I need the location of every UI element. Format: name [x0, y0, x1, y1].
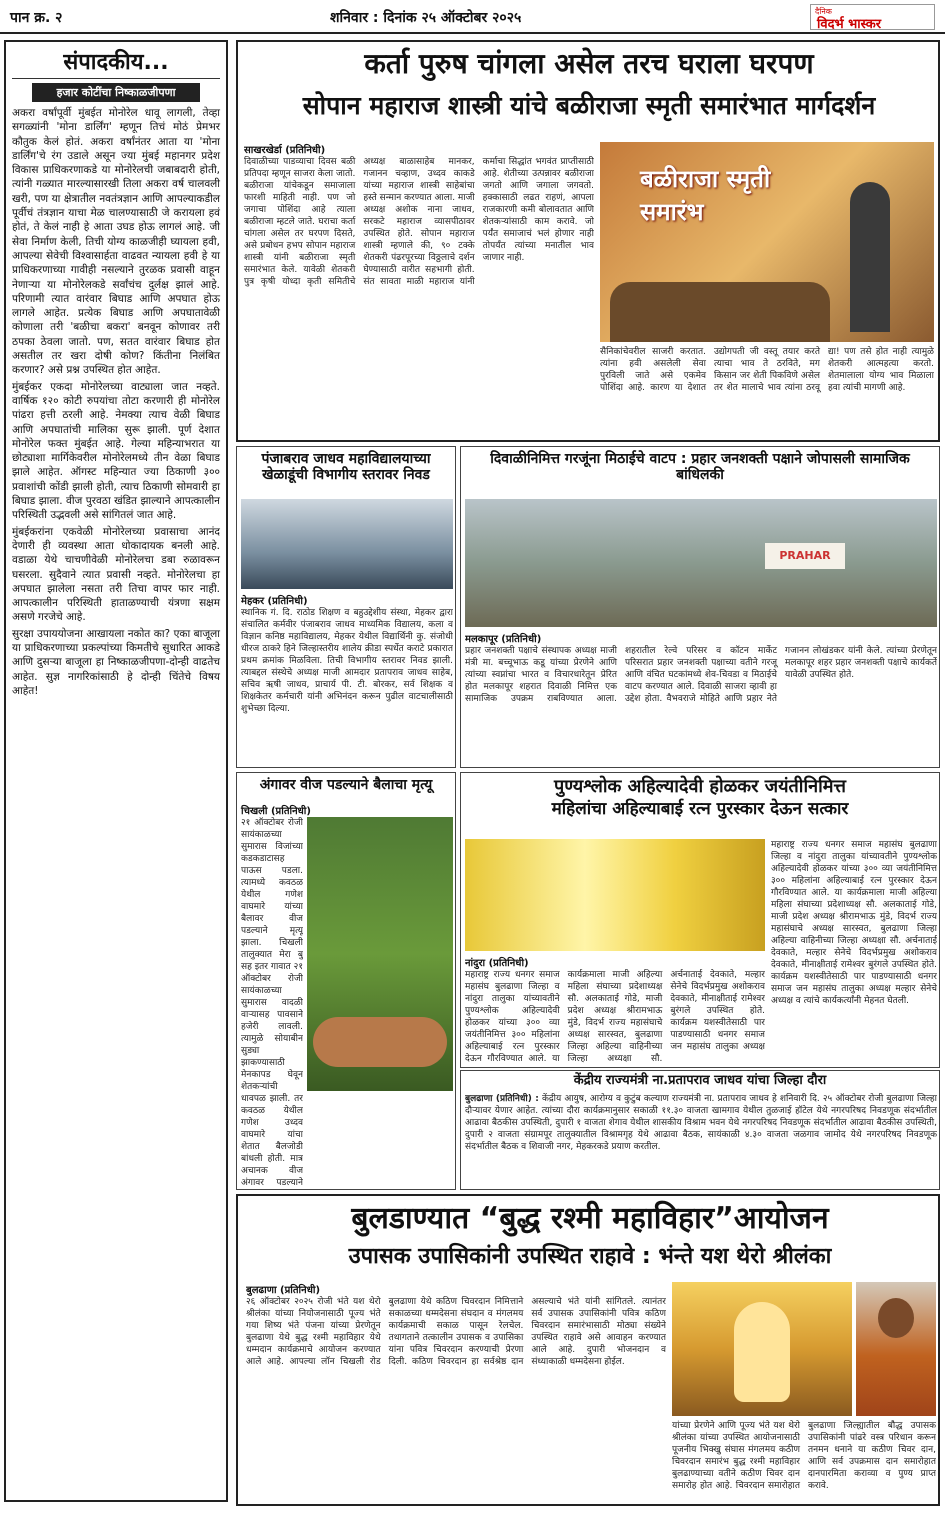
story-byline: मेहकर (प्रतिनिधी)	[241, 596, 308, 607]
story-body: केंद्रीय आयुष, आरोग्य व कुटुंब कल्याण राज्यमंत्री ना. प्रतापराव जाधव हे शनिवारी दि. २५ ऑक्टोबर रोजी बुलढाणा जिल्हा दौऱ्यावर येणार आहेत. त्यांच्या दौरा कार्यक्रमानुसार सकाळी ११.३० वाजता खामगाव येथील तुळजाई हॉटेल येथे नगरपरिषद निवडणूक संदर्भातील आढावा बैठकीस उपस्थिती, दुपारी १ वाजता शेगाव येथील शासकीय विश्राम भवन येथे नगरपरिषद निवडणूक संदर्भातील आढावा बैठकीस उपस्थिती, दुपारी २ वाजता संग्रामपूर तालुक्यातील विश्रामगृह येथे आढावा बैठक, सायंकाळी ४.३० वाजता जळगाव जामोद येथे नगरपरिषद निवडणूक संदर्भातील बैठक व शिवाजी नगर, मेहकरकडे प्रयाण करतील.	[465, 1094, 937, 1152]
editorial-subheading: हजार कोटींचा निष्काळजीपणा	[32, 83, 200, 102]
page-header	[0, 0, 945, 34]
story-body-side	[771, 839, 937, 1065]
story-ahilya-award	[460, 772, 940, 1068]
story-headline: अंगावर वीज पडल्याने बैलाचा मृत्यू	[259, 777, 433, 793]
issue-date: शनिवार : दिनांक २५ ऑक्टोबर २०२५	[330, 10, 522, 26]
editorial-column	[4, 40, 228, 1502]
masthead-name: विदर्भ भास्कर	[817, 17, 882, 32]
story-subheadline: सोपान महाराज शास्त्री यांचे बळीराजा स्मृती समारंभात मार्गदर्शन	[302, 91, 876, 120]
photo-caption: सैनिकांचेवरील साजरी करतात. त्यांना हवी असलेली सेवा पुरविली जाते असे एकमेव पोशिंदा आहे. कारण या देशात उद्योगपती जी वस्तू तयार करते त्याचा भाव ते ठरविते, मग किसान जर शेती पिकविणे असेल तर शेत मालाचे भाव त्यांना ठरवू द्या! पण तसे होत नाही त्यामुळे शेतकरी आत्महत्या करतो. शेतमालाला योग्य भाव मिळाला हवा त्यांची मागणी आहे.	[600, 347, 934, 393]
editorial-paragraph: मुंबईकरांना एकवेळी मोनोरेलच्या प्रवासाचा आनंद देणारी ही व्यवस्था आता धोकादायक बनली आहे. वडाळा येथे चाचणीवेळी मोनोरेलचा डबा रुळावरून घसरला. सुदैवाने त्यात प्रवासी नव्हते. मोनोरेलचा हा अपघात झालेला नसता तरी तिचा वापर फार नाही. आपत्कालीन परिस्थिती हाताळण्याची यंत्रणा सक्षम असणे गरजेचे आहे.	[12, 525, 220, 624]
story-text-block	[465, 1093, 937, 1187]
banner-photo: PRAHAR	[765, 543, 845, 569]
editorial-heading: संपादकीय...	[12, 46, 220, 79]
distribution-photo	[465, 499, 937, 627]
story-byline: नांदुरा (प्रतिनिधी)	[465, 958, 529, 969]
buddha-statue-shape	[734, 1302, 790, 1402]
story-byline: बुलढाणा (प्रतिनिधी)	[246, 1285, 321, 1296]
masthead-small: दैनिक	[815, 7, 832, 16]
page-number: पान क्र. २	[10, 10, 63, 26]
story-prahar-sweets	[460, 446, 940, 768]
story-headline: दिवाळीनिमित्त गरजूंना मिठाईचे वाटप : प्रहार जनशक्ती पक्षाने जोपासली सामाजिक बांधिलकी	[490, 451, 910, 484]
story-headline: पुण्यश्लोक अहिल्यादेवी होळकर जयंतीनिमित्त	[554, 776, 846, 797]
story-headline: पंजाबराव जाधव महाविद्यालयाच्या खेळाडूंची विभागीय स्तरावर निवड	[261, 451, 431, 484]
editorial-paragraph: सुरक्षा उपाययोजना आखायला नकोत का? एका बाजूला या प्राधिकरणाच्या प्रकल्पांच्या किमतीचे सुधारित आकडे आणि दुसऱ्या बाजूला हा निष्काळजीपणा-दोन्ही वाढतेच आहेत. सुज्ञ नागरिकांसाठी हे दोन्ही चिंतेचे विषय आहेत!	[12, 627, 220, 697]
story-subheadline: उपासक उपासिकांनी उपस्थित राहावे : भंन्ते यश थेरो श्रीलंका	[348, 1244, 832, 1269]
masthead-logo	[810, 4, 935, 30]
story-byline: चिखली (प्रतिनिधी)	[241, 806, 311, 817]
story-body: प्रहार जनशक्ती पक्षाचे संस्थापक अध्यक्ष माजी मंत्री मा. बच्चूभाऊ कडू यांच्या प्रेरणेने आणि त्यांच्या स्वप्नांचा भारत व विचारधारेतून प्रेरित होत मलकापूर शहरात दिवाळी निमित्त एक सामाजिक उपक्रम राबविण्यात आला. शहरातील रेल्वे परिसर व कॉटन मार्केट परिसरात प्रहार जनशक्ती पक्षाच्या वतीने गरजू आणि वंचित घटकांमध्ये शेव-चिवडा व मिठाईचे वाटप करण्यात आले. दिवाळी साजरा व्हावी हा उद्देश होता. वैभवराजे मोहिते आणि प्रहार नेते गजानन लोखंडकर यांनी केले. त्यांच्या प्रेरणेतून मलकापूर शहर प्रहार जनशक्ती पक्षाचे कार्यकर्ते यावेळी उपस्थित होते.	[465, 646, 937, 704]
speaker-figure	[850, 182, 890, 332]
story-continuation: महाराष्ट्र राज्य धनगर समाज महासंघ बुलढाणा जिल्हा व नांदुरा तालुका यांच्यावतीने पुण्यश्लोक अहिल्यादेवी होळकर यांच्या ३०० व्या जयंतीनिमित्त ३०० महिलांना अहिल्याबाई रत्न पुरस्कार देऊन गौरविण्यात आले. या कार्यक्रमाला माजी अहिल्या महिला संघाच्या प्रदेशाध्यक्ष सौ. अलकाताई गोडे, माजी प्रदेश अध्यक्ष श्रीरामभाऊ मुंडे, विदर्भ राज्य महासंघाचे अध्यक्ष सारस्वत, बुलढाणा जिल्हा अहिल्या वाहिनीच्या जिल्हा अध्यक्षा सौ. अर्चनाताई देवकाते, मल्हार सेनेचे विदर्भप्रमुख अशोकराव देवकाते, मीनाक्षीताई रामेश्वर बुरंगले उपस्थित होते. कार्यक्रम यशस्वीतेसाठी पार पाडण्यासाठी धनगर समाज जन महासंघ तालुका अध्यक्ष मल्हार सेनेचे अध्यक्ष व त्यांचे कार्यकर्त्यांनी मेहनत घेतली.	[771, 840, 937, 1006]
story-baliraja	[236, 40, 940, 442]
bull-photo	[307, 817, 453, 1091]
story-body: महाराष्ट्र राज्य धनगर समाज महासंघ बुलढाणा जिल्हा व नांदुरा तालुका यांच्यावतीने पुण्यश्लोक अहिल्यादेवी होळकर यांच्या ३०० व्या जयंतीनिमित्त ३०० महिलांना अहिल्याबाई रत्न पुरस्कार देऊन गौरविण्यात आले. या कार्यक्रमाला माजी अहिल्या महिला संघाच्या प्रदेशाध्यक्ष सौ. अलकाताई गोडे, माजी प्रदेश अध्यक्ष श्रीरामभाऊ मुंडे, विदर्भ राज्य महासंघाचे अध्यक्ष सारस्वत, बुलढाणा जिल्हा अहिल्या वाहिनीच्या जिल्हा अध्यक्षा सौ. अर्चनाताई देवकाते, मल्हार सेनेचे विदर्भप्रमुख अशोकराव देवकाते, मीनाक्षीताई रामेश्वर बुरंगले उपस्थित होते. कार्यक्रम यशस्वीतेसाठी पार पाडण्यासाठी धनगर समाज जन महासंघ तालुका अध्यक्ष	[465, 970, 765, 1064]
event-photo	[600, 142, 934, 342]
monk-photo	[856, 1282, 936, 1416]
story-college-players	[236, 446, 456, 768]
stage-banner: बळीराजा स्मृती समारंभ	[640, 165, 771, 226]
editorial-paragraph: मुंबईकर एकदा मोनोरेलच्या वाट्याला जात नव्हते. वार्षिक १२० कोटी रुपयांचा तोटा करणारी ही मोनोरेल पांढरा हत्ती ठरली आहे. नेमक्या त्याच वेळी बिघाड आणि अपघातांची मालिका सुरू झाली. पूर्ण देशात मोनोरेल फक्त मुंबईत आहे. गेल्या महिन्याभरात या छोट्याशा मार्गिकेवरील मोनोरेलमध्ये तीन वेळा बिघाड झाले आहेत. ऑगस्ट महिन्यात ज्या ठिकाणी ३०० प्रवाशांची कोंडी झाली होती, त्याच ठिकाणी सोमवारी हा बिघाड झाला. वीज पुरवठा खंडित झाल्याने आपत्कालीन परिस्थिती उद्भवली असे सांगितलं जात आहे.	[12, 380, 220, 522]
story-byline: बुलढाणा (प्रतिनिधी) :	[465, 1094, 539, 1104]
story-headline: बुलडाण्यात “बुद्ध रश्मी महाविहार”आयोजन	[351, 1201, 829, 1236]
editorial-paragraph: अकरा वर्षांपूर्वी मुंबईत मोनोरेल धावू लागली, तेव्हा सगळ्यांनी 'मोना डार्लिंग' म्हणून तिचं मोठं प्रेमभर कौतुक केलं होतं. अकरा वर्षांनंतर आता या 'मोना डार्लिंग'चे रंग उडाले असून ज्या मुंबई महानगर प्रदेश विकास प्राधिकरणाकडे या मोनोरेलची जबाबदारी होती, त्यांनी गळ्यात मारल्यासारखी तिला अकरा वर्ष चालवली खरी, पण या क्षेत्रातील नवतंत्रज्ञान आणि आपल्याकडील पूर्वीचं तंत्रज्ञान याचा मेळ चालण्यासाठी जे करायला हवं होतं, ते केलं नाही हे आता उघड होऊ लागलं आहे. जी सेवा निर्माण केली, तिची योग्य काळजीही घ्यायला हवी, आपल्या सेवेची विश्वासार्हता वाढवत न्यायला हवी हे या प्राधिकरणाच्या गावीही नसल्याने तुरळक प्रवासी वाहून नेणाऱ्या या मोनोरेलकडे सर्वांचंच दुर्लक्ष झालं आहे. परिणामी त्यात वारंवार बिघाड आणि अपघात होऊ लागले आहेत. प्रत्येक बिघाड आणि अपघातावेळी कोणाला तरी 'बळीचा बकरा' बनवून कोणावर तरी ठपका ठेवला जातो. पण, सतत वारंवार बिघाड होत असतील तर खरा दोषी कोण? किंतीना निलंबित करणार? असे प्रश्न उपस्थित होत आहेत.	[12, 107, 220, 377]
story-byline: साखरखेर्डा (प्रतिनिधी)	[244, 145, 326, 156]
story-byline: मलकापूर (प्रतिनिधी)	[465, 634, 542, 645]
story-subheadline: महिलांचा अहिल्याबाई रत्न पुरस्कार देऊन सत्कार	[551, 798, 849, 819]
story-buddha-rashmi	[236, 1194, 940, 1506]
monk-head-shape	[878, 1298, 914, 1338]
story-body: दिवाळीच्या पाडव्याचा दिवस बळी प्रतिपदा म्हणून साजरा केला जातो. बळीराजा यांचेकडून समाजाला फारशी माहिती नाही. पण जो जगाचा पोशिंदा आहे त्याला बळीराजा म्हटले जाते. घराचा कर्ता चांगला असेल तर घरपण दिसते, असे प्रबोधन हभप सोपान महाराज शास्त्री यांनी बळीराजा स्मृती समारंभात केले. यावेळी शेतकरी पुत्र कृषी योध्दा कृती समितीचे अध्यक्ष बाळासाहेब मानकर, गजानन चव्हाण, उध्दव काकडे यांच्या महाराज शास्त्री साहेबांचा हस्ते सन्मान करण्यात आला. माजी अध्यक्ष अशोक नाना जाधव, सरकटे महाराज व्यासपीठावर उपस्थित होते. सोपान महाराज शास्त्री म्हणाले की, ९० टक्के शेतकरी पंढरपूरच्या विठ्ठलाचे दर्शन घेण्यासाठी वारीत सहभागी होती. संत सावता माळी महाराज यांनी कर्माचा सिद्धांत भगवंत प्राप्तीसाठी आहे. शेतीच्या उत्पन्नावर बळीराजा जगतो आणि जगाला जगवतो. हक्कासाठी लढत राहणं, आपला राजकारणी कमी बोलावतात आणि शेतकऱ्यांसाठी काम करावे. जो पर्यंत समाजाचं भलं होणार नाही तोपर्यंत त्यांच्या मनातील भाव जाणार नाही.	[244, 157, 594, 287]
buddha-photo	[672, 1282, 852, 1416]
story-body: स्थानिक गं. दि. राठोड शिक्षण व बहुउद्देशीय संस्था, मेहकर द्वारा संचालित कर्मवीर पंजाबराव जाधव माध्यमिक विद्यालय, कला व विज्ञान कनिष्ठ महाविद्यालय, मेहकर येथील विद्यार्थिनी कु. संजोधी धीरज ठाकरे हिने जिल्हास्तरीय शालेय क्रीडा स्पर्धेत कराटे प्रकारात प्रथम क्रमांक मिळविला. तिची विभागीय स्तरावर निवड झाली. त्याबद्दल संस्थेचे अध्यक्ष माजी आमदार प्रतापराव जाधव साहेब, सचिव ऋषी जाधव, प्राचार्य पी. टी. बोरकर, सर्व शिक्षक व शिक्षकेतर कर्मचारी यांनी अभिनंदन करून पुढील वाटचालीसाठी शुभेच्छा दिल्या.	[241, 608, 453, 714]
audience-shape	[610, 282, 830, 342]
photo-caption: यांच्या प्रेरणेने आणि पूज्य भंते यश थेरो श्रीलंका यांच्या उपस्थित आयोजनासाठी पूजनीय भिक्खु संघास मंगलमय कठीण चिवरदान समारंभ बुद्ध रश्मी महाविहार बुलढाण्याच्या वतीने कठीण चिवर दान समारोह होत आहे. चिवरदान समारोहात बुलढाणा जिल्ह्यातील बौद्ध उपासक उपासिकांनी पांढरे वस्त्र परिधान करून तनमन धनाने या कठीण चिवर दान, आणि सर्व उपक्रमास दान समारोहात दानपारमिता कराव्या व पुण्य प्राप्त करावे.	[672, 1421, 936, 1491]
story-body: २१ ऑक्टोबर रोजी सायंकाळच्या सुमारास विजांच्या कडकडाटासह पाऊस पडला. त्यामध्ये कवठळ येथील गणेश वाघमारे यांच्या बैलावर वीज पडल्याने मृत्यू झाला. चिखली तालुक्यात मेरा बु सह इतर गावात २१ ऑक्टोबर रोजी सायंकाळच्या सुमारास वादळी वाऱ्यासह पावसाने हजेरी लावली. त्यामुळे सोयाबीन सुड्या झाकण्यासाठी मेनकापड घेवून शेतकऱ्यांची धावपळ झाली. तर कवठळ येथील गणेश उध्दव वाघमारे यांचा शेतात बैलजोडी बांधली होती. मात्र अचानक वीज अंगावर पडल्याने	[241, 818, 303, 1187]
award-photo	[465, 839, 765, 951]
bull-shape	[313, 1017, 447, 1067]
story-headline: कर्ता पुरुष चांगला असेल तरच घराला घरपण	[364, 47, 814, 80]
story-headline: केंद्रीय राज्यमंत्री ना.प्रतापराव जाधव यांचा जिल्हा दौरा	[573, 1073, 827, 1088]
players-photo	[241, 499, 453, 589]
story-minister-visit	[460, 1070, 940, 1190]
story-body: २६ ऑक्टोबर २०२५ रोजी भंते यश थेरो श्रीलंका यांच्या नियोजनासाठी पूज्य भंते गया शिष्य भंते पंजना यांच्या प्रेरणेतून बुलढाणा येथे बुद्ध रश्मी महाविहार येथे धम्मदान कार्यक्रमाचे आयोजन करण्यात आले आहे. आपल्या लॉन चिखली रोड बुलढाणा येथे कठिण चिवरदान निमित्ताने सकाळच्या धम्मदेसना संघदान व मंगलमय कार्यक्रमाची सकाळ पासून रेलचेल. तथागताने तत्कालीन उपासक व उपासिका यांना पवित्र चिवरदान करण्याची प्रेरणा दिली. कठिण चिवरदान हा सर्वश्रेष्ठ दान असल्याचे भंते यांनी सांगितले. त्यानंतर सर्व उपासक उपासिकांनी पवित्र कठिण चिवरदान समारंभासाठी मोठ्या संख्येने उपस्थित राहावे असे आवाहन करण्यात आले आहे. दुपारी भोजनदान व संध्याकाळी धम्मदेसना होईल.	[246, 1297, 666, 1367]
story-lightning-bull	[236, 772, 456, 1190]
